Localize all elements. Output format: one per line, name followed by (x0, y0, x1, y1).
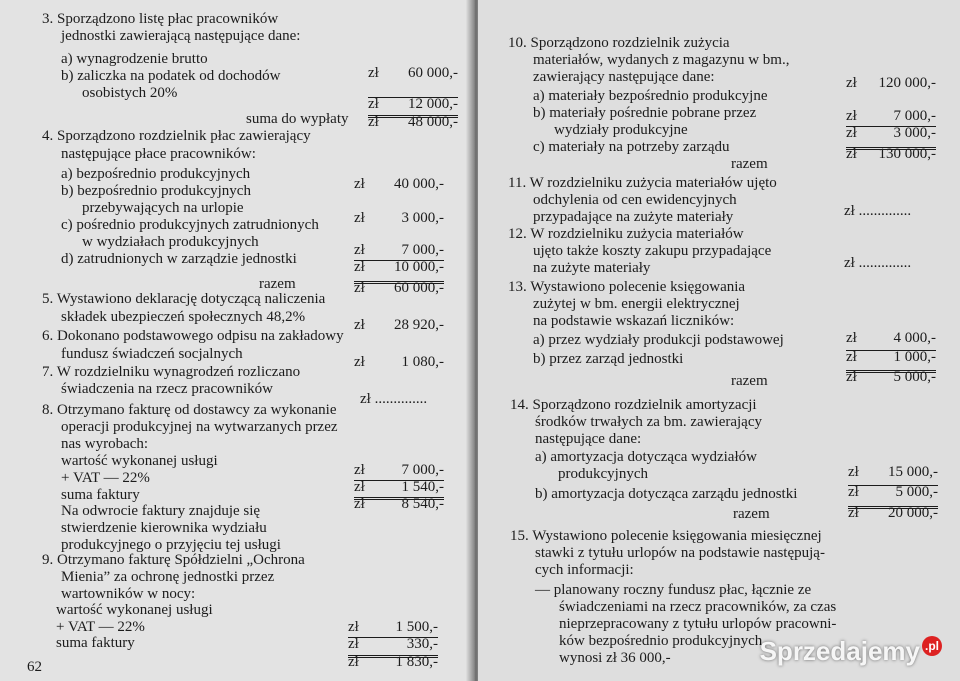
text-line: nas wyrobach: (61, 436, 149, 452)
amount-total: zł 8 540,- (354, 496, 444, 512)
text-line: 8. Otrzymano fakturę od dostawcy za wykonanie (42, 402, 337, 418)
text-line: produkcyjnych (558, 466, 648, 482)
text-line: wynosi zł 36 000,- (559, 650, 671, 666)
amount: zł 3 000,- (846, 125, 936, 141)
text-line: produkcyjnego o przyjęciu tej usługi (61, 537, 281, 553)
text-line: b) przez zarząd jednostki (533, 351, 684, 367)
text-line: a) materiały bezpośrednio produkcyjne (533, 88, 768, 104)
text-line: wartość wykonanej usługi (61, 453, 218, 469)
text-line: a) wynagrodzenie brutto (61, 51, 208, 67)
text-line: świadczeniami na rzecz pracowników, za czas (559, 599, 837, 615)
text-line: środków trwałych za bm. zawierający (535, 414, 762, 430)
amount-total: zł 5 000,- (846, 369, 936, 385)
text-line: wartość wykonanej usługi (56, 602, 213, 618)
text-line: nieprzepracowany z tytułu urlopów pracowni- (559, 616, 837, 632)
text-line: składek ubezpieczeń społecznych 48,2% (61, 309, 306, 325)
amount-total: zł 20 000,- (848, 505, 938, 521)
amount-total: zł 60 000,- (354, 280, 444, 296)
text-line: b) zaliczka na podatek od dochodów (61, 68, 281, 84)
watermark-logo: Sprzedajemy $^{.pl}$ (760, 636, 942, 667)
text-line: 4. Sporządzono rozdzielnik płac zawierający (42, 128, 311, 144)
amount-total: zł 48 000,- (368, 114, 458, 130)
text-line: na zużyte materiały (533, 260, 651, 276)
text-line: b) materiały pośrednie pobrane przez (533, 105, 757, 121)
text-line: osobistych 20% (82, 85, 178, 101)
text-line: d) zatrudnionych w zarządzie jednostki (61, 251, 297, 267)
amount-blank: zł .............. (360, 391, 428, 407)
text-line: 11. W rozdzielniku zużycia materiałów ujęto (508, 175, 777, 191)
text-line: a) bezpośrednio produkcyjnych (61, 166, 251, 182)
text-line: 7. W rozdzielniku wynagrodzeń rozliczano (42, 364, 301, 380)
amount: zł 1 540,- (354, 479, 444, 495)
text-line: cych informacji: (535, 562, 634, 578)
right-page: 10. Sporządzono rozdzielnik zużycia materiałów, wydanych z magazynu w bm., zawierający następujące dane: a) materiały bezpośrednio produkcyjne b) materiały pośrednie pobrane przez wydziały produkcyjne c) materiały na potrzeby zarządu razem zł 120 000,- zł 7 000,- zł 3 000,- zł 130 000,- 11. W rozdzielniku zużycia materiałów ujęto odchylenia od cen ewidencyjnych przypadające na zużyte materiały zł .............. 12. W rozdzielniku zużycia materiałów ujęto także koszty zakupu przypadające na zużyte materiały zł .............. 13. Wystawiono polecenie księgowania zużytej w bm. energii elektrycznej na podstawie wskazań liczników: a) przez wydziały produkcji podstawowej b) przez zarząd jednostki razem zł 4 000,- zł 1 000,- zł 5 000,- 14. Sporządzono rozdzielnik amortyzacji środków trwałych za bm. zawierający następujące dane: a) amortyzacja dotycząca wydziałów produkcyjnych b) amortyzacja dotycząca zarządu jednostki razem zł 15 000,- zł 5 000,- zł 20 000,- 15. Wystawiono polecenie księgowania miesięcznej stawki z tytułu urlopów na podstawie następują- cych informacji: — planowany roczny fundusz płac, łącznie ze świadczeniami na rzecz pracowników, za czas nieprzepracowany z tytułu urlopów pracowni- ków bezpośrednio produkcyjnych wynosi zł 36 000,- (478, 0, 960, 681)
text-line: b) amortyzacja dotycząca zarządu jednostki (535, 486, 798, 502)
amount-total: zł 130 000,- (846, 146, 936, 162)
text-line: + VAT — 22% (61, 470, 150, 486)
text-line: razem (731, 373, 768, 389)
text-line: wydziały produkcyjne (554, 122, 688, 138)
text-line: 5. Wystawiono deklarację dotyczącą naliczenia (42, 291, 326, 307)
text-line: ujęto także koszty zakupu przypadające (533, 243, 772, 259)
amount: zł 12 000,- (368, 96, 458, 112)
left-page: 3. Sporządzono listę płac pracowników jednostki zawierającą następujące dane: a) wynagrodzenie brutto b) zaliczka na podatek od dochodów osobistych 20% suma do wypłaty zł 60 000,- zł 12 000,- zł 48 000,- 4. Sporządzono rozdzielnik płac zawierający następujące płace pracowników: a) bezpośrednio produkcyjnych b) bezpośrednio produkcyjnych przebywających na urlopie c) pośrednio produkcyjnych zatrudnionych w wydziałach produkcyjnych d) zatrudnionych w zarządzie jednostki razem zł 40 000,- zł 3 000,- zł 7 000,- zł 10 000,- zł 60 000,- 5. Wystawiono deklarację dotyczącą naliczenia składek ubezpieczeń społecznych 48,2% zł 28 920,- 6. Dokonano podstawowego odpisu na zakładowy fundusz świadczeń socjalnych zł 1 080,- 7. W rozdzielniku wynagrodzeń rozliczano świadczenia na rzecz pracowników zł .............. 8. Otrzymano fakturę od dostawcy za wykonanie operacji produkcyjnej na wytwarzanych przez nas wyrobach: wartość wykonanej usługi + VAT — 22% suma faktury Na odwrocie faktury znajduje się stwierdzenie kierownika wydziału produkcyjnego o przyjęciu tej usługi zł 7 000,- zł 1 540,- zł 8 540,- 9. Otrzymano fakturę Spółdzielni „Ochrona Mienia” za ochronę jednostki przez wartowników w nocy: wartość wykonanej usługi + VAT — 22% suma faktury zł 1 500,- zł 330,- zł 1 830,- 62 (0, 0, 472, 681)
page-number: 62 (27, 659, 42, 675)
text-line: przypadające na zużyte materiały (533, 209, 734, 225)
text-line: 9. Otrzymano fakturę Spółdzielni „Ochrona (42, 552, 305, 568)
text-line: ków bezpośrednio produkcyjnych (559, 633, 763, 649)
amount: zł 1 000,- (846, 349, 936, 365)
text-line: stwierdzenie kierownika wydziału (61, 520, 267, 536)
text-line: razem (259, 276, 296, 292)
text-line: suma faktury (61, 487, 140, 503)
text-line: fundusz świadczeń socjalnych (61, 346, 243, 362)
text-line: operacji produkcyjnej na wytwarzanych przez (61, 419, 338, 435)
text-line: c) pośrednio produkcyjnych zatrudnionych (61, 217, 319, 233)
text-line: 10. Sporządzono rozdzielnik zużycia (508, 35, 730, 51)
text-line: 12. W rozdzielniku zużycia materiałów (508, 226, 744, 242)
text-line: zawierający następujące dane: (533, 69, 715, 85)
text-line: następujące płace pracowników: (61, 146, 256, 162)
amount: zł 10 000,- (354, 259, 444, 275)
amount-blank: zł .............. (844, 203, 912, 219)
text-line: wartowników w nocy: (61, 586, 196, 602)
text-line: 15. Wystawiono polecenie księgowania miesięcznej (510, 528, 822, 544)
text-line: razem (731, 156, 768, 172)
text-line: w wydziałach produkcyjnych (82, 234, 259, 250)
amount: zł 5 000,- (848, 484, 938, 500)
text-line: na podstawie wskazań liczników: (533, 313, 735, 329)
text-line: + VAT — 22% (56, 619, 145, 635)
text-line: jednostki zawierającą następujące dane: (61, 28, 301, 44)
text-line: następujące dane: (535, 431, 642, 447)
text-line: 13. Wystawiono polecenie księgowania (508, 279, 746, 295)
text-line: 6. Dokonano podstawowego odpisu na zakładowy (42, 328, 344, 344)
text-line: a) przez wydziały produkcji podstawowej (533, 332, 784, 348)
text-line: materiałów, wydanych z magazynu w bm., (533, 52, 790, 68)
text-line: c) materiały na potrzeby zarządu (533, 139, 730, 155)
text-line: a) amortyzacja dotycząca wydziałów (535, 449, 757, 465)
text-line: 3. Sporządzono listę płac pracowników (42, 11, 279, 27)
text-line: zużytej w bm. energii elektrycznej (533, 296, 740, 312)
text-line: razem (733, 506, 770, 522)
text-line: suma faktury (56, 635, 135, 651)
text-line: stawki z tytułu urlopów na podstawie następują- (535, 545, 825, 561)
text-line: — planowany roczny fundusz płac, łącznie ze (535, 582, 812, 598)
text-line: 14. Sporządzono rozdzielnik amortyzacji (510, 397, 757, 413)
amount: zł 330,- (348, 636, 438, 652)
amount-total: zł 1 830,- (348, 654, 438, 670)
text-line: suma do wypłaty (246, 111, 349, 127)
text-line: b) bezpośrednio produkcyjnych (61, 183, 251, 199)
text-line: Mienia” za ochronę jednostki przez (61, 569, 275, 585)
text-line: Na odwrocie faktury znajduje się (61, 503, 261, 519)
amount-blank: zł .............. (844, 255, 912, 271)
text-line: przebywających na urlopie (82, 200, 244, 216)
text-line: świadczenia na rzecz pracowników (61, 381, 273, 397)
text-line: odchylenia od cen ewidencyjnych (533, 192, 737, 208)
